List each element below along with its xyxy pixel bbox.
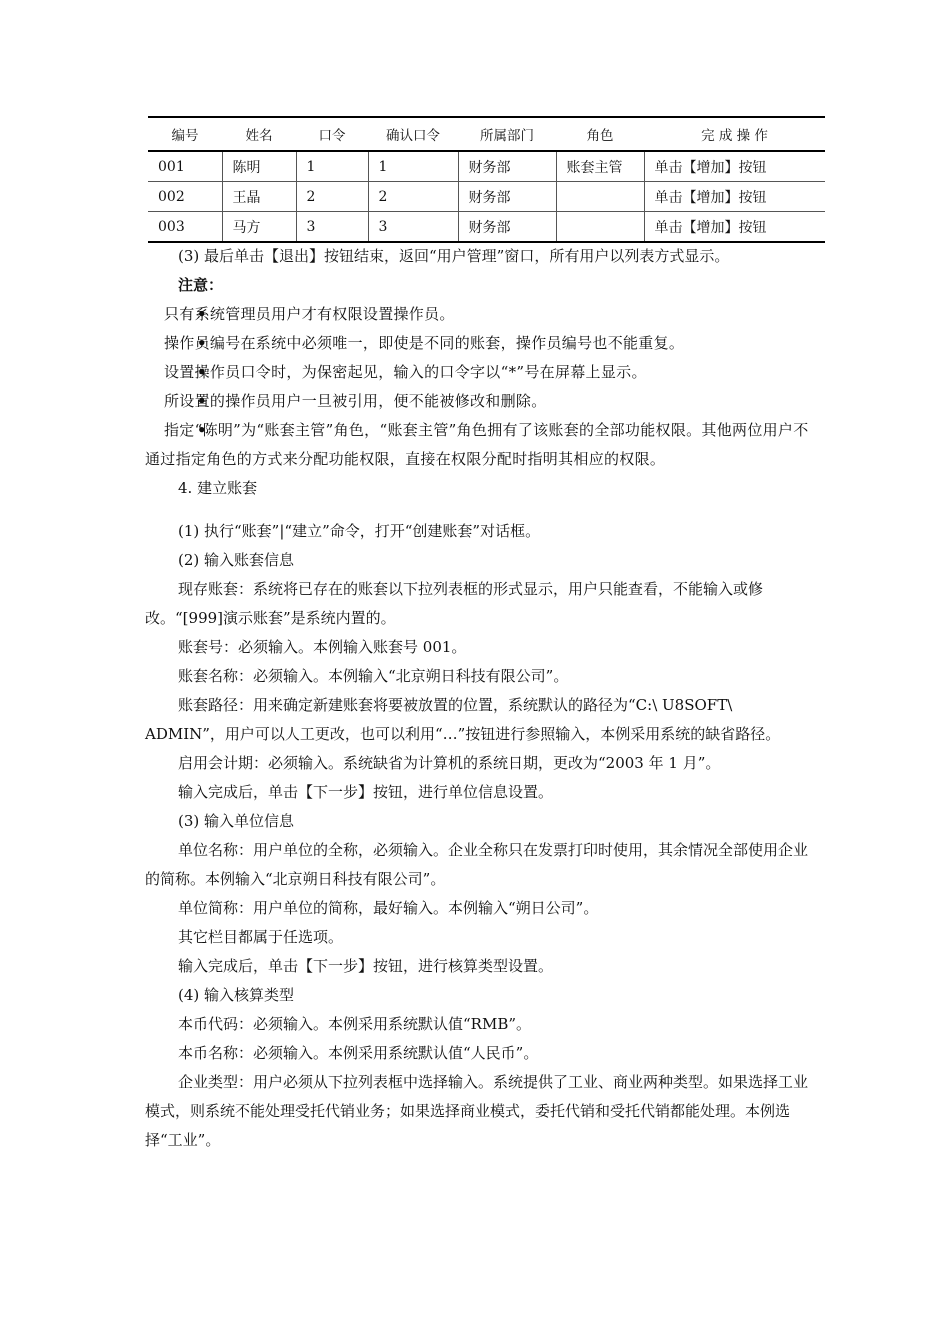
paragraph: • 操作员编号在系统中必须唯一，即使是不同的账套，操作员编号也不能重复。	[145, 329, 813, 358]
paragraph: 注意：	[178, 276, 224, 294]
col-header-name: 姓名	[222, 117, 296, 151]
cell-confirm-password: 3	[368, 212, 458, 243]
paragraph: 单位简称：用户单位的简称，最好输入。本例输入“朔日公司”。	[178, 899, 599, 917]
paragraph: 其它栏目都属于任选项。	[178, 928, 344, 946]
paragraph: 本币名称：必须输入。本例采用系统默认值“人民币”。	[178, 1044, 539, 1062]
paragraph: (1) 执行“账套”|“建立”命令，打开“创建账套”对话框。	[178, 522, 541, 540]
col-header-role: 角色	[556, 117, 644, 151]
table-row	[148, 212, 825, 243]
paragraph: • 指定“陈明”为“账套主管”角色，“账套主管”角色拥有了该账套的全部功能权限。其他两位用户不通过指定角色的方式来分配功能权限，直接在权限分配时指明其相应的权限。	[145, 416, 813, 474]
cell-role: 账套主管	[556, 151, 644, 182]
body-text	[145, 242, 813, 1155]
paragraph: 现存账套：系统将已存在的账套以下拉列表框的形式显示，用户只能查看，不能输入或修改。“[999]演示账套”是系统内置的。	[145, 580, 764, 627]
table-header-row	[148, 117, 825, 151]
cell-action: 单击【增加】按钮	[644, 182, 825, 212]
cell-action: 单击【增加】按钮	[644, 151, 825, 182]
paragraph: (3) 最后单击【退出】按钮结束，返回“用户管理”窗口，所有用户以列表方式显示。	[178, 247, 730, 265]
paragraph: (4) 输入核算类型	[178, 986, 295, 1004]
paragraph: 输入完成后，单击【下一步】按钮，进行单位信息设置。	[178, 783, 554, 801]
cell-department: 财务部	[458, 212, 556, 243]
cell-id: 003	[148, 212, 222, 243]
paragraph: 账套路径：用来确定新建账套将要被放置的位置，系统默认的路径为“C:\ U8SOFT\ ADMIN”，用户可以人工更改，也可以利用“…”按钮进行参照输入，本例采用系统的缺省路径。	[145, 696, 781, 743]
cell-name: 陈明	[222, 151, 296, 182]
cell-role	[556, 212, 644, 243]
paragraph: 单位名称：用户单位的全称，必须输入。企业全称只在发票打印时使用，其余情况全部使用企业的简称。本例输入“北京朔日科技有限公司”。	[145, 841, 809, 888]
cell-department: 财务部	[458, 151, 556, 182]
col-header-confirm-password: 确认口令	[368, 117, 458, 151]
cell-confirm-password: 1	[368, 151, 458, 182]
table-row	[148, 182, 825, 212]
cell-password: 3	[296, 212, 368, 243]
table-row	[148, 151, 825, 182]
cell-password: 2	[296, 182, 368, 212]
paragraph: 账套名称：必须输入。本例输入“北京朔日科技有限公司”。	[178, 667, 569, 685]
paragraph: 本币代码：必须输入。本例采用系统默认值“RMB”。	[178, 1015, 532, 1033]
cell-name: 王晶	[222, 182, 296, 212]
col-header-id: 编号	[148, 117, 222, 151]
paragraph: 输入完成后，单击【下一步】按钮，进行核算类型设置。	[178, 957, 554, 975]
cell-id: 001	[148, 151, 222, 182]
cell-action: 单击【增加】按钮	[644, 212, 825, 243]
paragraph: • 只有系统管理员用户才有权限设置操作员。	[145, 300, 813, 329]
paragraph: (3) 输入单位信息	[178, 812, 295, 830]
cell-name: 马方	[222, 212, 296, 243]
cell-password: 1	[296, 151, 368, 182]
paragraph: (2) 输入账套信息	[178, 551, 295, 569]
operator-table	[148, 116, 825, 243]
cell-id: 002	[148, 182, 222, 212]
paragraph: • 所设置的操作员用户一旦被引用，便不能被修改和删除。	[145, 387, 813, 416]
paragraph: • 设置操作员口令时，为保密起见，输入的口令字以“*”号在屏幕上显示。	[145, 358, 813, 387]
paragraph: 账套号：必须输入。本例输入账套号 001。	[178, 638, 467, 656]
cell-confirm-password: 2	[368, 182, 458, 212]
cell-department: 财务部	[458, 182, 556, 212]
paragraph: 启用会计期：必须输入。系统缺省为计算机的系统日期，更改为“2003 年 1 月”。	[178, 754, 721, 772]
col-header-department: 所属部门	[458, 117, 556, 151]
cell-role	[556, 182, 644, 212]
col-header-action: 完 成 操 作	[644, 117, 825, 151]
paragraph: 4. 建立账套	[178, 479, 258, 497]
paragraph: 企业类型：用户必须从下拉列表框中选择输入。系统提供了工业、商业两种类型。如果选择工业模式，则系统不能处理受托代销业务；如果选择商业模式，委托代销和受托代销都能处理。本例选择“工业”。	[145, 1073, 809, 1149]
col-header-password: 口令	[296, 117, 368, 151]
